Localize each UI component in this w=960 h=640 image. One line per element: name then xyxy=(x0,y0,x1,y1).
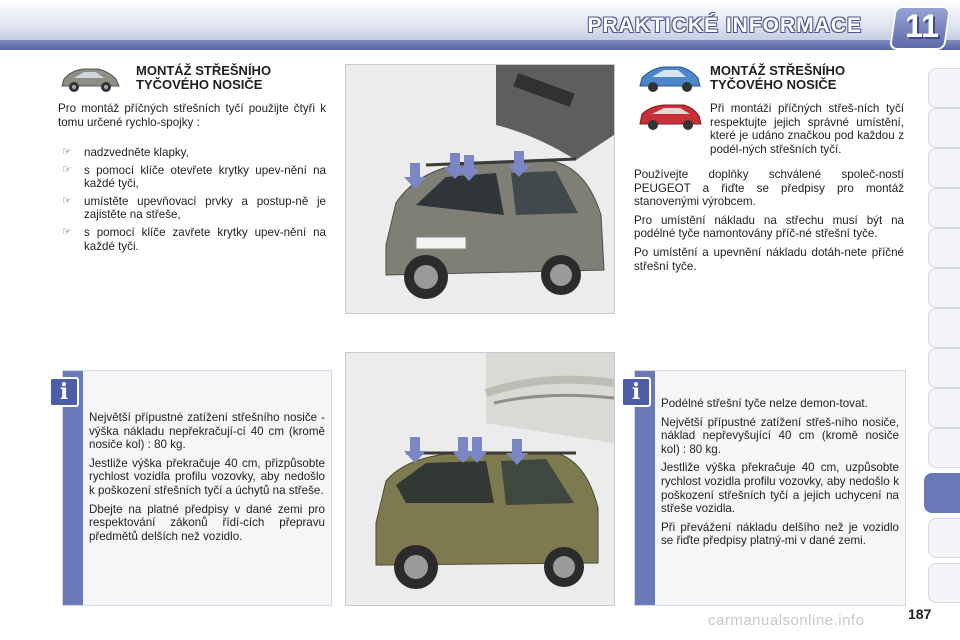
info-paragraph: Dbejte na platné předpisy v dané zemi pro respektování zákonů řídí-cích přepravu předmětů delších než vozidlo. xyxy=(89,502,325,543)
chapter-tab[interactable] xyxy=(928,68,960,108)
watermark: carmanualsonline.info xyxy=(708,612,865,629)
chapter-tab[interactable] xyxy=(928,388,960,428)
photo-hatchback-roof-bars xyxy=(345,64,615,314)
chapter-tab[interactable] xyxy=(928,518,960,558)
chapter-tab[interactable] xyxy=(928,268,960,308)
chapter-tab[interactable] xyxy=(928,308,960,348)
step-text: nadzvedněte klapky, xyxy=(84,146,189,159)
info-left-text xyxy=(89,411,325,548)
step-text: umístěte upevňovací prvky a postup-ně je zajistěte na střeše, xyxy=(84,194,326,222)
list-item xyxy=(58,164,326,191)
page-number: 187 xyxy=(908,606,932,622)
step-text: s pomocí klíče otevřete krytky upev-nění na každé tyči, xyxy=(84,163,326,191)
chapter-tabs xyxy=(928,68,960,608)
chapter-title: PRAKTICKÉ INFORMACE xyxy=(587,14,862,37)
header-band xyxy=(0,40,960,50)
info-box-right xyxy=(631,370,906,606)
step-text: s pomocí klíče zavřete krytky upev-nění na každé tyči. xyxy=(84,225,326,253)
list-item xyxy=(58,146,326,160)
pointing-hand-icon: ☞ xyxy=(62,146,72,158)
pointing-hand-icon: ☞ xyxy=(62,163,72,176)
chapter-number: 11 xyxy=(905,8,939,44)
hatchback-illustration xyxy=(346,65,614,313)
list-item xyxy=(58,195,326,222)
right-paragraph-3: Pro umístění nákladu na střechu musí být na podélné tyče namontovány příč-né střešní tyče. xyxy=(634,213,904,241)
info-paragraph: Jestliže výška překračuje 40 cm, přizpůsobte rychlost vozidla profilu vozovky, aby nedošlo k poškození střešních tyčí a úchytů na střeše. xyxy=(89,456,325,497)
chapter-tab[interactable] xyxy=(928,228,960,268)
chapter-tab[interactable] xyxy=(928,348,960,388)
info-paragraph: Největší přípustné zatížení střešního nosiče - výška nákladu nepřekračují-cí 40 cm (kromě nosiče kol) : 80 kg. xyxy=(89,411,325,452)
info-right-text xyxy=(661,397,899,553)
info-box-left xyxy=(59,370,332,606)
info-paragraph: Podélné střešní tyče nelze demon-tovat. xyxy=(661,397,868,410)
right-heading-line1: MONTÁŽ STŘEŠNÍHO xyxy=(710,63,846,78)
chapter-tab[interactable] xyxy=(928,563,960,603)
info-icon: i xyxy=(621,377,651,407)
list-item xyxy=(58,226,326,253)
info-paragraph: Největší přípustné zatížení střeš-ního nosiče, náklad nepřevyšující 40 cm (kromě nosiče kol) : 80 kg. xyxy=(661,415,899,456)
chapter-tab[interactable] xyxy=(928,188,960,228)
left-heading-line2: TYČOVÉHO NOSIČE xyxy=(136,77,263,92)
right-paragraph-2: Používejte doplňky schválené společ-ností PEUGEOT a řiďte se předpisy pro montáž stanovenými výrobcem. xyxy=(634,168,904,209)
right-heading-line2: TYČOVÉHO NOSIČE xyxy=(710,77,837,92)
station-wagon-illustration xyxy=(346,353,614,605)
pointing-hand-icon: ☞ xyxy=(62,194,72,207)
chapter-tab[interactable] xyxy=(928,428,960,468)
left-heading xyxy=(136,64,271,92)
left-intro: Pro montáž příčných střešních tyčí použijte čtyři k tomu určené rychlo-spojky : xyxy=(58,102,326,129)
right-heading xyxy=(710,64,845,92)
car-blue-icon xyxy=(636,62,704,96)
chapter-tab-active[interactable] xyxy=(924,473,960,513)
info-icon: i xyxy=(49,377,79,407)
left-heading-line1: MONTÁŽ STŘEŠNÍHO xyxy=(136,63,272,78)
pointing-hand-icon: ☞ xyxy=(62,225,72,238)
right-paragraphs xyxy=(634,102,904,273)
chapter-tab[interactable] xyxy=(928,108,960,148)
photo-sw-roof-bars xyxy=(345,352,615,606)
info-paragraph: Jestliže výška překračuje 40 cm, uzpůsobte rychlost vozidla profilu vozovky, aby nedošlo k poškození střešních tyčí a jejich uchycení na střeše vozidla. xyxy=(661,461,899,516)
chapter-tab[interactable] xyxy=(928,148,960,188)
left-steps xyxy=(58,146,326,257)
right-paragraph-4: Po umístění a upevnění nákladu dotáh-nete příčné střešní tyče. xyxy=(634,245,904,273)
right-paragraph-1: Při montáži příčných střeš-ních tyčí respektujte jejich správné umístění, které je udáno značkou pod každou z podél-ných střešních tyčí. xyxy=(710,102,904,156)
car-gray-icon xyxy=(58,64,122,96)
info-paragraph: Při převážení nákladu delšího než je vozidlo se řiďte předpisy platný-mi v dané zemi. xyxy=(661,520,899,548)
